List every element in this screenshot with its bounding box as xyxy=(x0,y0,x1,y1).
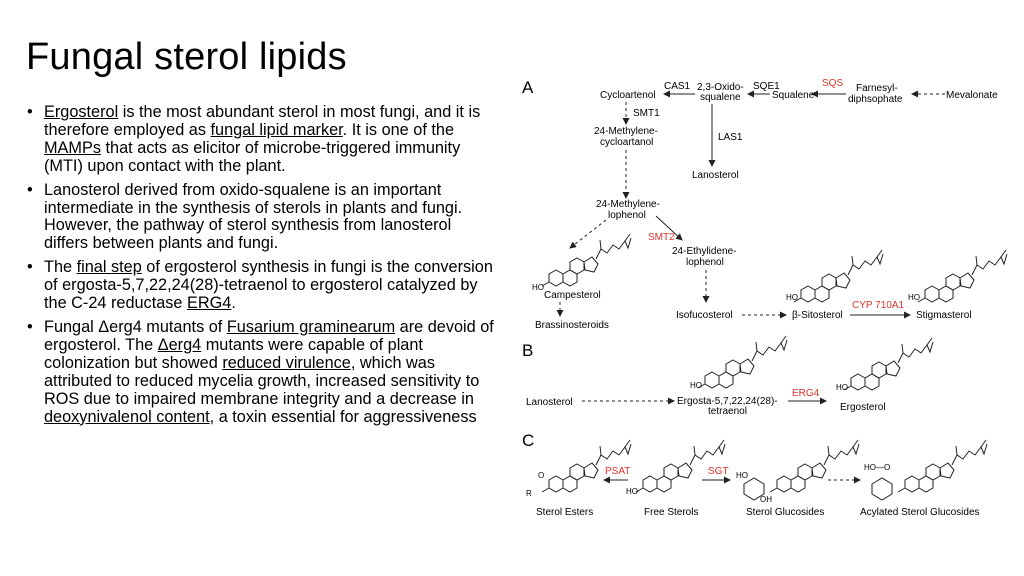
oxidosqualene-label-1: 2,3-Oxido- xyxy=(697,82,744,93)
o-label: O xyxy=(538,471,545,480)
ergosterol-label: Ergosterol xyxy=(840,402,886,413)
ethylidenelophenol-label-2: lophenol xyxy=(686,257,724,268)
ho-label: HO xyxy=(786,293,798,302)
bullet-text: , which was attributed to reduced mycelia growth, increased sensitivity to ROS due to impaired membrane integrity and a decrease in xyxy=(44,353,480,408)
ho-o-label: HO—O xyxy=(864,463,891,472)
enzyme-smt2: SMT2 xyxy=(648,232,675,243)
ergostatetraenol-structure xyxy=(698,336,787,388)
ho-label: HO xyxy=(736,471,748,480)
bullet-text: , a toxin essential for aggressiveness xyxy=(209,407,477,426)
panel-a-letter: A xyxy=(522,78,534,97)
enzyme-smt1: SMT1 xyxy=(633,108,660,119)
bullet-text: Lanosterol derived from oxido-squalene is an important intermediate in the synthesis of sterols in plants and fungi. However, the pathway of sterol synthesis from lanosterol differs between plants and fungi. xyxy=(44,180,463,253)
lanosterol-label: Lanosterol xyxy=(692,170,739,181)
bullet-text: are devoid of ergosterol. The xyxy=(44,317,494,354)
ho-label: HO xyxy=(690,381,702,390)
link-ergosterol[interactable]: Ergosterol xyxy=(44,103,119,121)
bullet-text: that acts as elicitor of microbe-triggered immunity (MTI) upon contact with the plant. xyxy=(44,138,461,175)
ho-label: HO xyxy=(532,283,544,292)
campesterol-structure xyxy=(542,234,631,286)
enzyme-cyp710a1: CYP 710A1 xyxy=(852,300,905,311)
oh-label: OH xyxy=(760,495,772,504)
free-sterols-label: Free Sterols xyxy=(644,507,699,518)
sterol-glucosides-label: Sterol Glucosides xyxy=(746,507,825,518)
enzyme-sgt: SGT xyxy=(708,466,729,477)
link-derg4[interactable]: Δerg4 xyxy=(157,335,202,354)
farnesyl-label-2: diphsophate xyxy=(848,94,903,105)
ethylidenelophenol-label-1: 24-Ethylidene- xyxy=(672,246,737,257)
stigmasterol-structure xyxy=(918,250,1007,302)
oxidosqualene-label-2: squalene xyxy=(700,92,741,103)
link-erg4[interactable]: ERG4 xyxy=(187,294,232,313)
cycloartenol-label: Cycloartenol xyxy=(600,90,656,101)
bullet-text: of ergosterol synthesis in fungi is the conversion of ergosta-5,7,22,24(28)-tetraenol to ergosterol catalyzed by the C-24 reductase xyxy=(44,258,493,313)
bullet-text: . xyxy=(231,294,236,313)
panel-b-letter: B xyxy=(522,341,534,360)
farnesyl-label-1: Farnesyl- xyxy=(856,83,898,94)
acylated-glucoside-structure xyxy=(898,440,987,492)
enzyme-psat: PSAT xyxy=(605,466,631,477)
squalene-label: Squalene xyxy=(772,90,815,101)
methylenecycloartanol-label-2: cycloartanol xyxy=(600,137,654,148)
methylenelophenol-label-2: lophenol xyxy=(608,210,646,221)
methylenelophenol-label-1: 24-Methylene- xyxy=(596,199,660,210)
enzyme-sqs: SQS xyxy=(822,78,844,89)
ergostatetraenol-label-2: tetraenol xyxy=(708,406,747,417)
enzyme-sqe1: SQE1 xyxy=(753,81,780,92)
link-fungal-lipid-marker[interactable]: fungal lipid marker xyxy=(210,120,343,139)
sterol-glucoside-structure xyxy=(770,440,859,492)
link-final-step[interactable]: final step xyxy=(76,258,142,277)
sitosterol-structure xyxy=(794,250,883,302)
enzyme-las1: LAS1 xyxy=(718,132,743,143)
enzyme-cas1: CAS1 xyxy=(664,81,691,92)
bullet-text: is the most abundant sterol in most fungi, and it is therefore employed as xyxy=(44,103,481,139)
sterol-esters-label: Sterol Esters xyxy=(536,507,594,518)
stigmasterol-label: Stigmasterol xyxy=(916,310,972,321)
mevalonate-label: Mevalonate xyxy=(946,90,998,101)
link-deoxynivalenol[interactable]: deoxynivalenol content xyxy=(44,407,210,426)
link-reduced-virulence[interactable]: reduced virulence xyxy=(222,353,351,372)
enzyme-erg4: ERG4 xyxy=(792,388,820,399)
slide-title: Fungal sterol lipids xyxy=(26,36,347,78)
bullet-text: Fungal Δerg4 mutants of xyxy=(44,317,227,336)
bullet-text: . It is one of the xyxy=(342,120,454,139)
panel-c-letter: C xyxy=(522,431,535,450)
ergostatetraenol-label-1: Ergosta-5,7,22,24(28)- xyxy=(677,396,778,407)
methylenecycloartanol-label-1: 24-Methylene- xyxy=(594,126,658,137)
brassinosteroids-label: Brassinosteroids xyxy=(535,320,609,331)
lanosterol-b-label: Lanosterol xyxy=(526,397,573,408)
sitosterol-label: β-Sitosterol xyxy=(792,310,843,321)
ho-label: HO xyxy=(626,487,638,496)
acyl-glucose-ring xyxy=(872,478,892,500)
campesterol-label: Campesterol xyxy=(544,290,601,301)
ergosterol-structure xyxy=(844,338,933,390)
link-fusarium[interactable]: Fusarium graminearum xyxy=(226,317,396,336)
link-mamps[interactable]: MAMPs xyxy=(44,138,101,157)
r-label: R xyxy=(526,489,532,498)
acylated-glucosides-label: Acylated Sterol Glucosides xyxy=(860,507,980,518)
bullet-text: mutants were capable of plant colonization but showed xyxy=(44,335,423,372)
ho-label: HO xyxy=(908,293,920,302)
isofucosterol-label: Isofucosterol xyxy=(676,310,733,321)
bullet-text: The xyxy=(44,258,77,277)
ho-label: HO xyxy=(836,383,848,392)
